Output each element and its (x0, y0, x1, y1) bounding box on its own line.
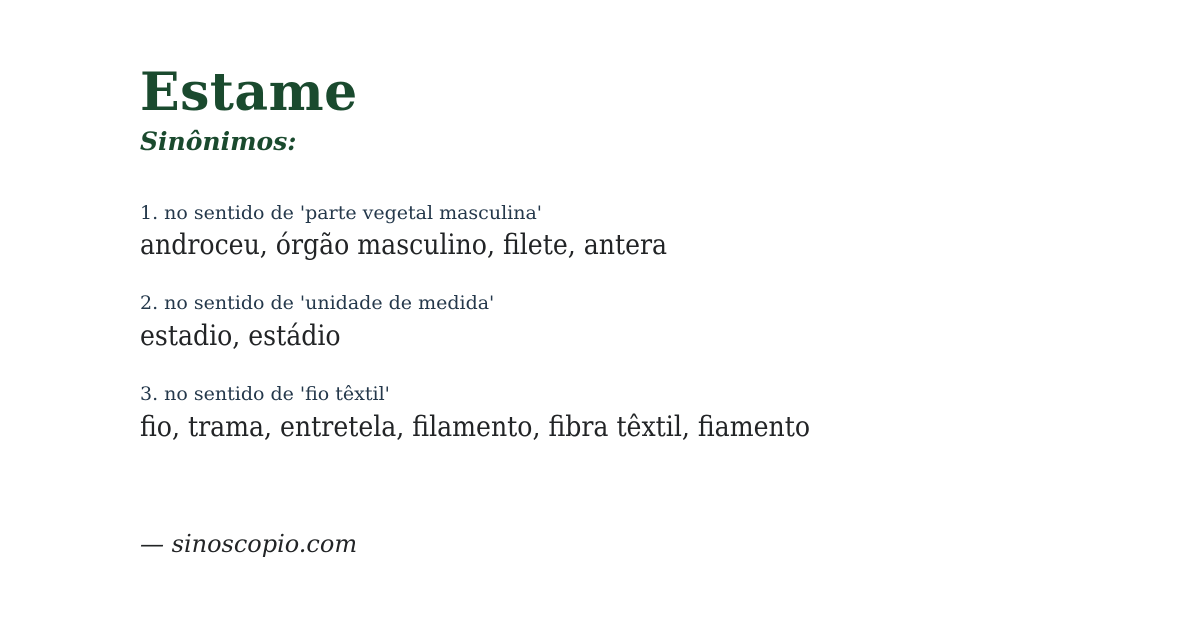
card-content (140, 62, 1100, 474)
synonyms-list-1: androceu, órgão masculino, filete, antera (140, 228, 668, 262)
sense-label-1: 1. no sentido de 'parte vegetal masculina' (140, 201, 543, 224)
synonyms-list-3: fio, trama, entretela, filamento, fibra têxtil, fiamento (140, 409, 810, 443)
sense-section-3 (140, 383, 1100, 444)
sense-sections (140, 202, 1100, 444)
word-title: Estame (140, 62, 358, 123)
sense-section-1 (140, 202, 1100, 263)
source-attribution: — sinoscopio.com (140, 530, 358, 558)
sense-section-2 (140, 292, 1100, 353)
sense-label-3: 3. no sentido de 'fio têxtil' (140, 383, 390, 406)
synonyms-list-2: estadio, estádio (140, 319, 341, 353)
sense-label-2: 2. no sentido de 'unidade de medida' (140, 292, 495, 315)
synonyms-heading: Sinônimos: (140, 126, 297, 156)
